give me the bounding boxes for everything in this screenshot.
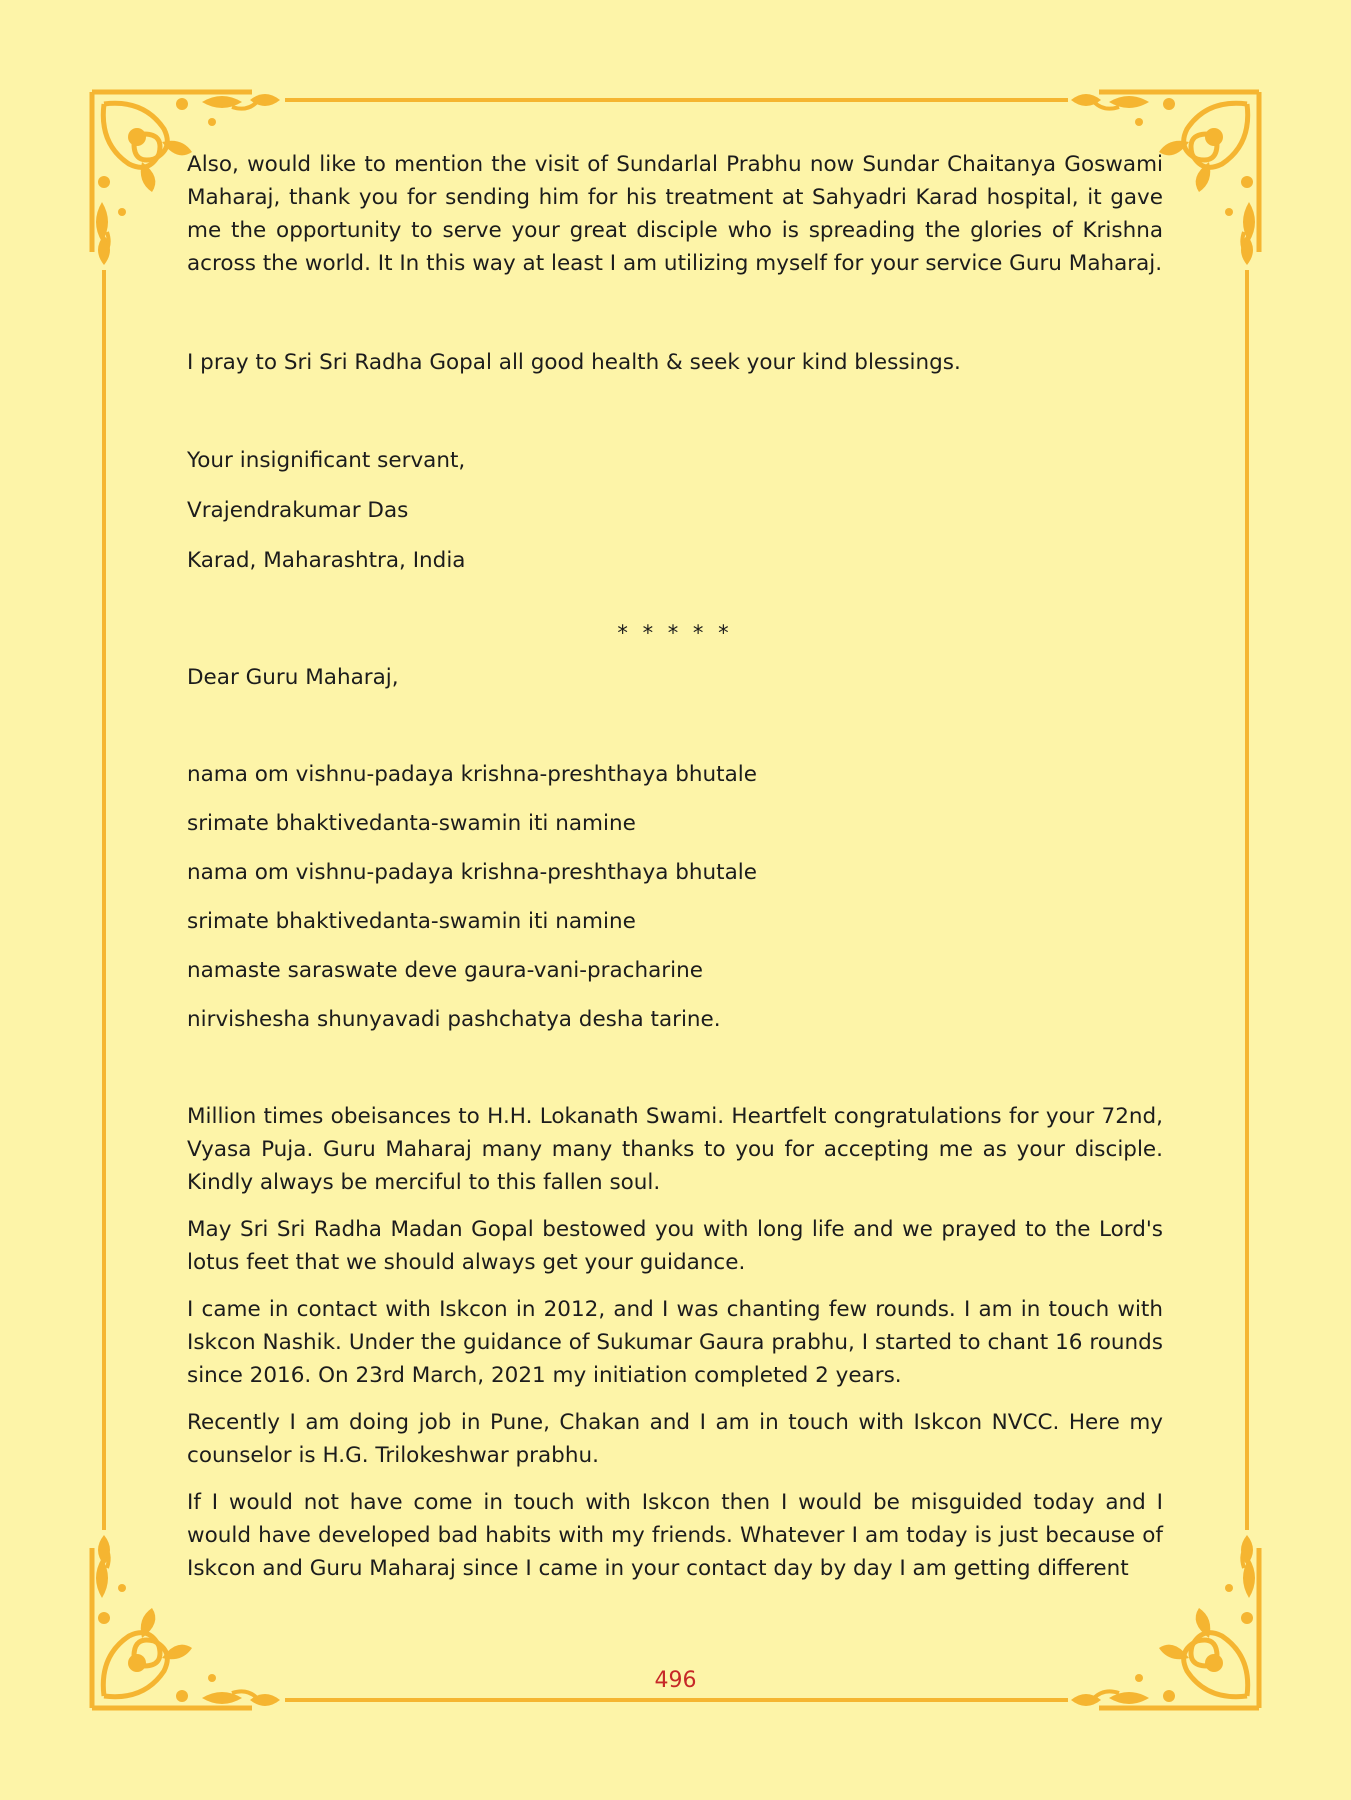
page-content (187, 148, 1163, 1585)
paragraph-prayer: I pray to Sri Sri Radha Gopal all good health & seek your kind blessings. (187, 350, 961, 375)
verse-line: nama om vishnu-padaya krishna-preshthaya bhutale (187, 860, 757, 885)
signature-name: Vrajendrakumar Das (187, 498, 409, 523)
verse-line: nirvishesha shunyavadi pashchatya desha tarine. (187, 1007, 721, 1032)
paragraph-job-pune: Recently I am doing job in Pune, Chakan and I am in touch with Iskcon NVCC. Here my counselor is H.G. Trilokeshwar prabhu. (187, 1410, 1163, 1468)
paragraph-sundarlal-visit: Also, would like to mention the visit of Sundarlal Prabhu now Sundar Chaitanya Goswami Maharaj, thank you for sending him for his treatment at Sahyadri Karad hospital, it gave me the opportunity to serve your great disciple who is spreading the glories of Krishna across the world. It In this way at least I am utilizing myself for your service Guru Maharaj. (187, 152, 1163, 276)
paragraph-obeisances: Million times obeisances to H.H. Lokanath Swami. Heartfelt congratulations for your 72nd, Vyasa Puja. Guru Maharaj many many thanks to you for accepting me as your disciple. Kindly always be merciful to this fallen soul. (187, 1104, 1163, 1195)
verse-line: nama om vishnu-padaya krishna-preshthaya bhutale (187, 762, 757, 787)
verse-line: srimate bhaktivedanta-swamin iti namine (187, 811, 636, 836)
page-number: 496 (654, 1668, 697, 1693)
verse-line: srimate bhaktivedanta-swamin iti namine (187, 909, 636, 934)
paragraph-iskcon-contact: I came in contact with Iskcon in 2012, and I was chanting few rounds. I am in touch with Iskcon Nashik. Under the guidance of Sukumar Gaura prabhu, I started to chant 16 rounds since 2016. On 23rd March, 2021 my initiation completed 2 years. (187, 1297, 1163, 1388)
verse-block (187, 758, 1163, 1036)
section-separator: * * * * * (617, 621, 733, 645)
signature-location: Karad, Maharashtra, India (187, 548, 466, 573)
signoff-line: Your insignificant servant, (187, 448, 466, 473)
paragraph-blessing: May Sri Sri Radha Madan Gopal bestowed you with long life and we prayed to the Lord's lotus feet that we should always get your guidance. (187, 1217, 1163, 1275)
salutation: Dear Guru Maharaj, (187, 665, 399, 690)
verse-line: namaste saraswate deve gaura-vani-pracharine (187, 958, 703, 983)
paragraph-misguided: If I would not have come in touch with Iskcon then I would be misguided today and I would have developed bad habits with my friends. Whatever I am today is just because of Iskcon and Guru Maharaj since I came in your contact day by day I am getting different (187, 1490, 1163, 1581)
